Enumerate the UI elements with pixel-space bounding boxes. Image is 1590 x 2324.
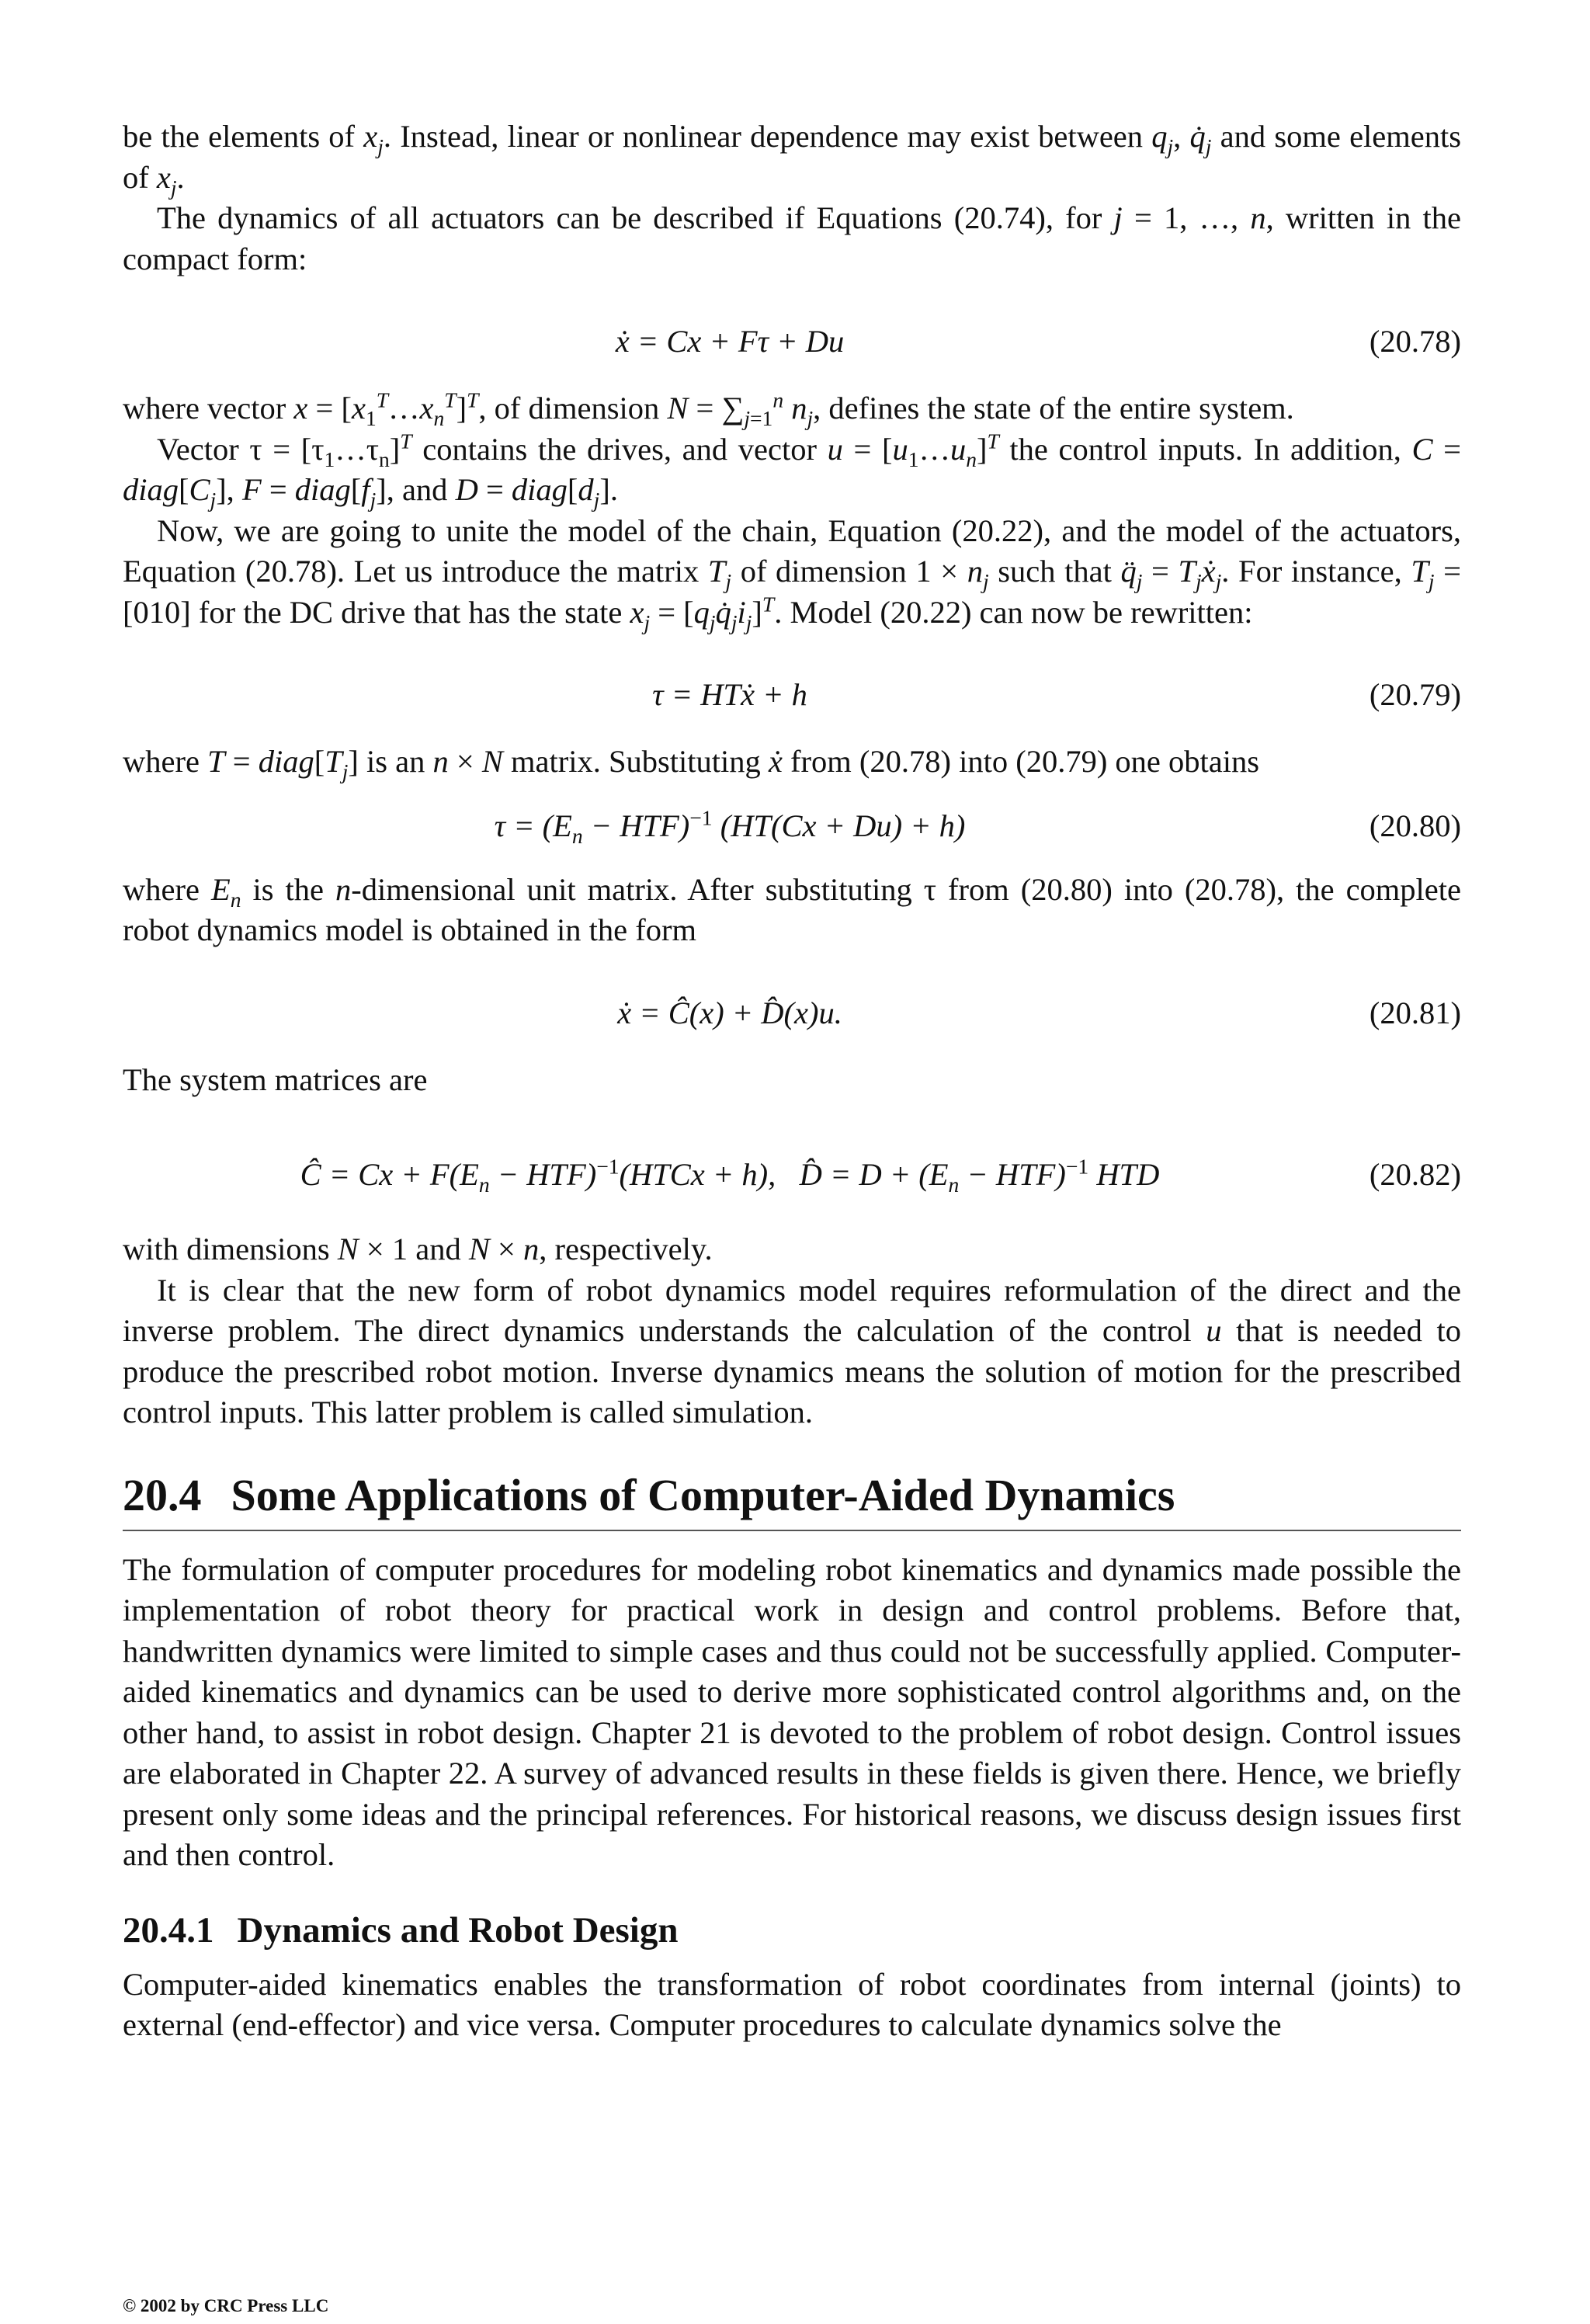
paragraph-drive-vector: Vector $\tau = [\tau_1\dots\tau_n]^T$ contains the drives, and vector $u = [u_1\dots u_n]^T$ the control inputs. In addition, $C = diag[C_j]$, $F = diag[f_j]$, and $D = diag[d_j]$. <box>123 429 1462 512</box>
equation-body: Ĉ = $Cx + F(E_n$ − HTF)$^{-1}$(HTCx + h), D̂ = $D + (E_n - HTF)^{-1}$ HTD <box>300 1154 1160 1197</box>
subsection-title: Dynamics and Robot Design <box>237 1909 679 1951</box>
page-content <box>123 116 1461 2046</box>
equation-body: ẋ = Cx + Fτ + Du <box>615 324 845 359</box>
section-number: 20.4 <box>123 1469 202 1520</box>
paragraph-unit-matrix: where $E_n$ is the n-dimensional unit matrix. After substituting τ from (20.80) into (20.78), the complete robot dynamics model is obtained in the form <box>123 871 1461 947</box>
equation-number: (20.78) <box>1369 324 1461 359</box>
section-heading <box>123 1469 1461 1522</box>
equation-body: τ = HTẋ + h <box>652 677 807 712</box>
equation-20-78 <box>123 321 1461 362</box>
equation-20-82 <box>123 1155 1461 1195</box>
equation-number: (20.79) <box>1369 677 1461 712</box>
section-paragraph: The formulation of computer procedures for modeling robot kinematics and dynamics made possible the implementation of robot theory for practical work in design and control problems. Before that, handwritten dynamics were limited to simple cases and thus could not be successfully applied. Computer-aided kinematics and dynamics can be used to derive more sophisticated control algorithms and, on the other hand, to assist in robot design. Chapter 21 is devoted to the problem of robot design. Control issues are elaborated in Chapter 22. A survey of advanced results in these fields is given there. Hence, we briefly present only some ideas and the principal references. For historical reasons, we discuss design issues first and then control. <box>123 1551 1461 1872</box>
paragraph-reformulation: It is clear that the new form of robot dynamics model requires reformulation of the direct and the inverse problem. The direct dynamics understands the calculation of the control u that is needed to produce the prescribed robot motion. Inverse dynamics means the solution of motion for the prescribed control inputs. This latter problem is called simulation. <box>123 1272 1461 1429</box>
paragraph-state-vector: where vector $x = [x_1^T\dots x_n^T]^T$, of dimension $N = \sum_{j=1}^n$ $n_j$, defines the state of the entire system. <box>123 387 1294 431</box>
section-rule <box>123 1530 1461 1531</box>
subsection-paragraph: Computer-aided kinematics enables the transformation of robot coordinates from internal (joints) to external (end-effector) and vice versa. Computer procedures to calculate dynamics solve the <box>123 1966 1461 2042</box>
equation-number: (20.80) <box>1369 808 1461 843</box>
copyright-footer: © 2002 by CRC Press LLC <box>123 2296 329 2315</box>
paragraph-unite-models: Now, we are going to unite the model of the chain, Equation (20.22), and the model of the actuators, Equation (20.78). Let us introduce the matrix $T_j$ of dimension $1 \times n_j$ such that $q̈_j$ = $T_jẋ_j$. For instance, $T_j = [010]$ for the DC drive that has the state $x_j$ = $[q_jq̇_ji_j]^T$. Model (20.22) can now be rewritten: <box>123 512 1462 634</box>
equation-number: (20.82) <box>1369 1157 1461 1192</box>
subsection-number: 20.4.1 <box>123 1909 214 1951</box>
paragraph-system-matrices: The system matrices are <box>123 1061 428 1097</box>
paragraph-dimensions: with dimensions N × 1 and N × n, respectively. <box>123 1231 713 1266</box>
subsection-heading <box>123 1909 1461 1952</box>
equation-20-80 <box>123 806 1461 846</box>
equation-body: ẋ = Ĉ(x) + D̂(x)u. <box>617 995 842 1030</box>
equation-20-79 <box>123 675 1461 715</box>
paragraph-continuation: be the elements of $x_j$. Instead, linear or nonlinear dependence may exist between $q_j$, $q̇_j$ and some elements of $x_j$. <box>123 119 1462 200</box>
equation-number: (20.81) <box>1369 995 1461 1030</box>
equation-body: $\tau = (E_n - HTF)^{-1}$ (HT(Cx + Du) + h) <box>494 805 966 848</box>
equation-20-81 <box>123 993 1461 1033</box>
paragraph-substitution: where $T = diag[T_j]$ is an n × N matrix. Substituting ẋ from (20.78) into (20.79) one obtains <box>123 744 1260 784</box>
paragraph-actuator-dynamics: The dynamics of all actuators can be described if Equations (20.74), for j = 1, …, n, written in the compact form: <box>123 200 1461 276</box>
section-title: Some Applications of Computer-Aided Dynamics <box>231 1469 1175 1520</box>
